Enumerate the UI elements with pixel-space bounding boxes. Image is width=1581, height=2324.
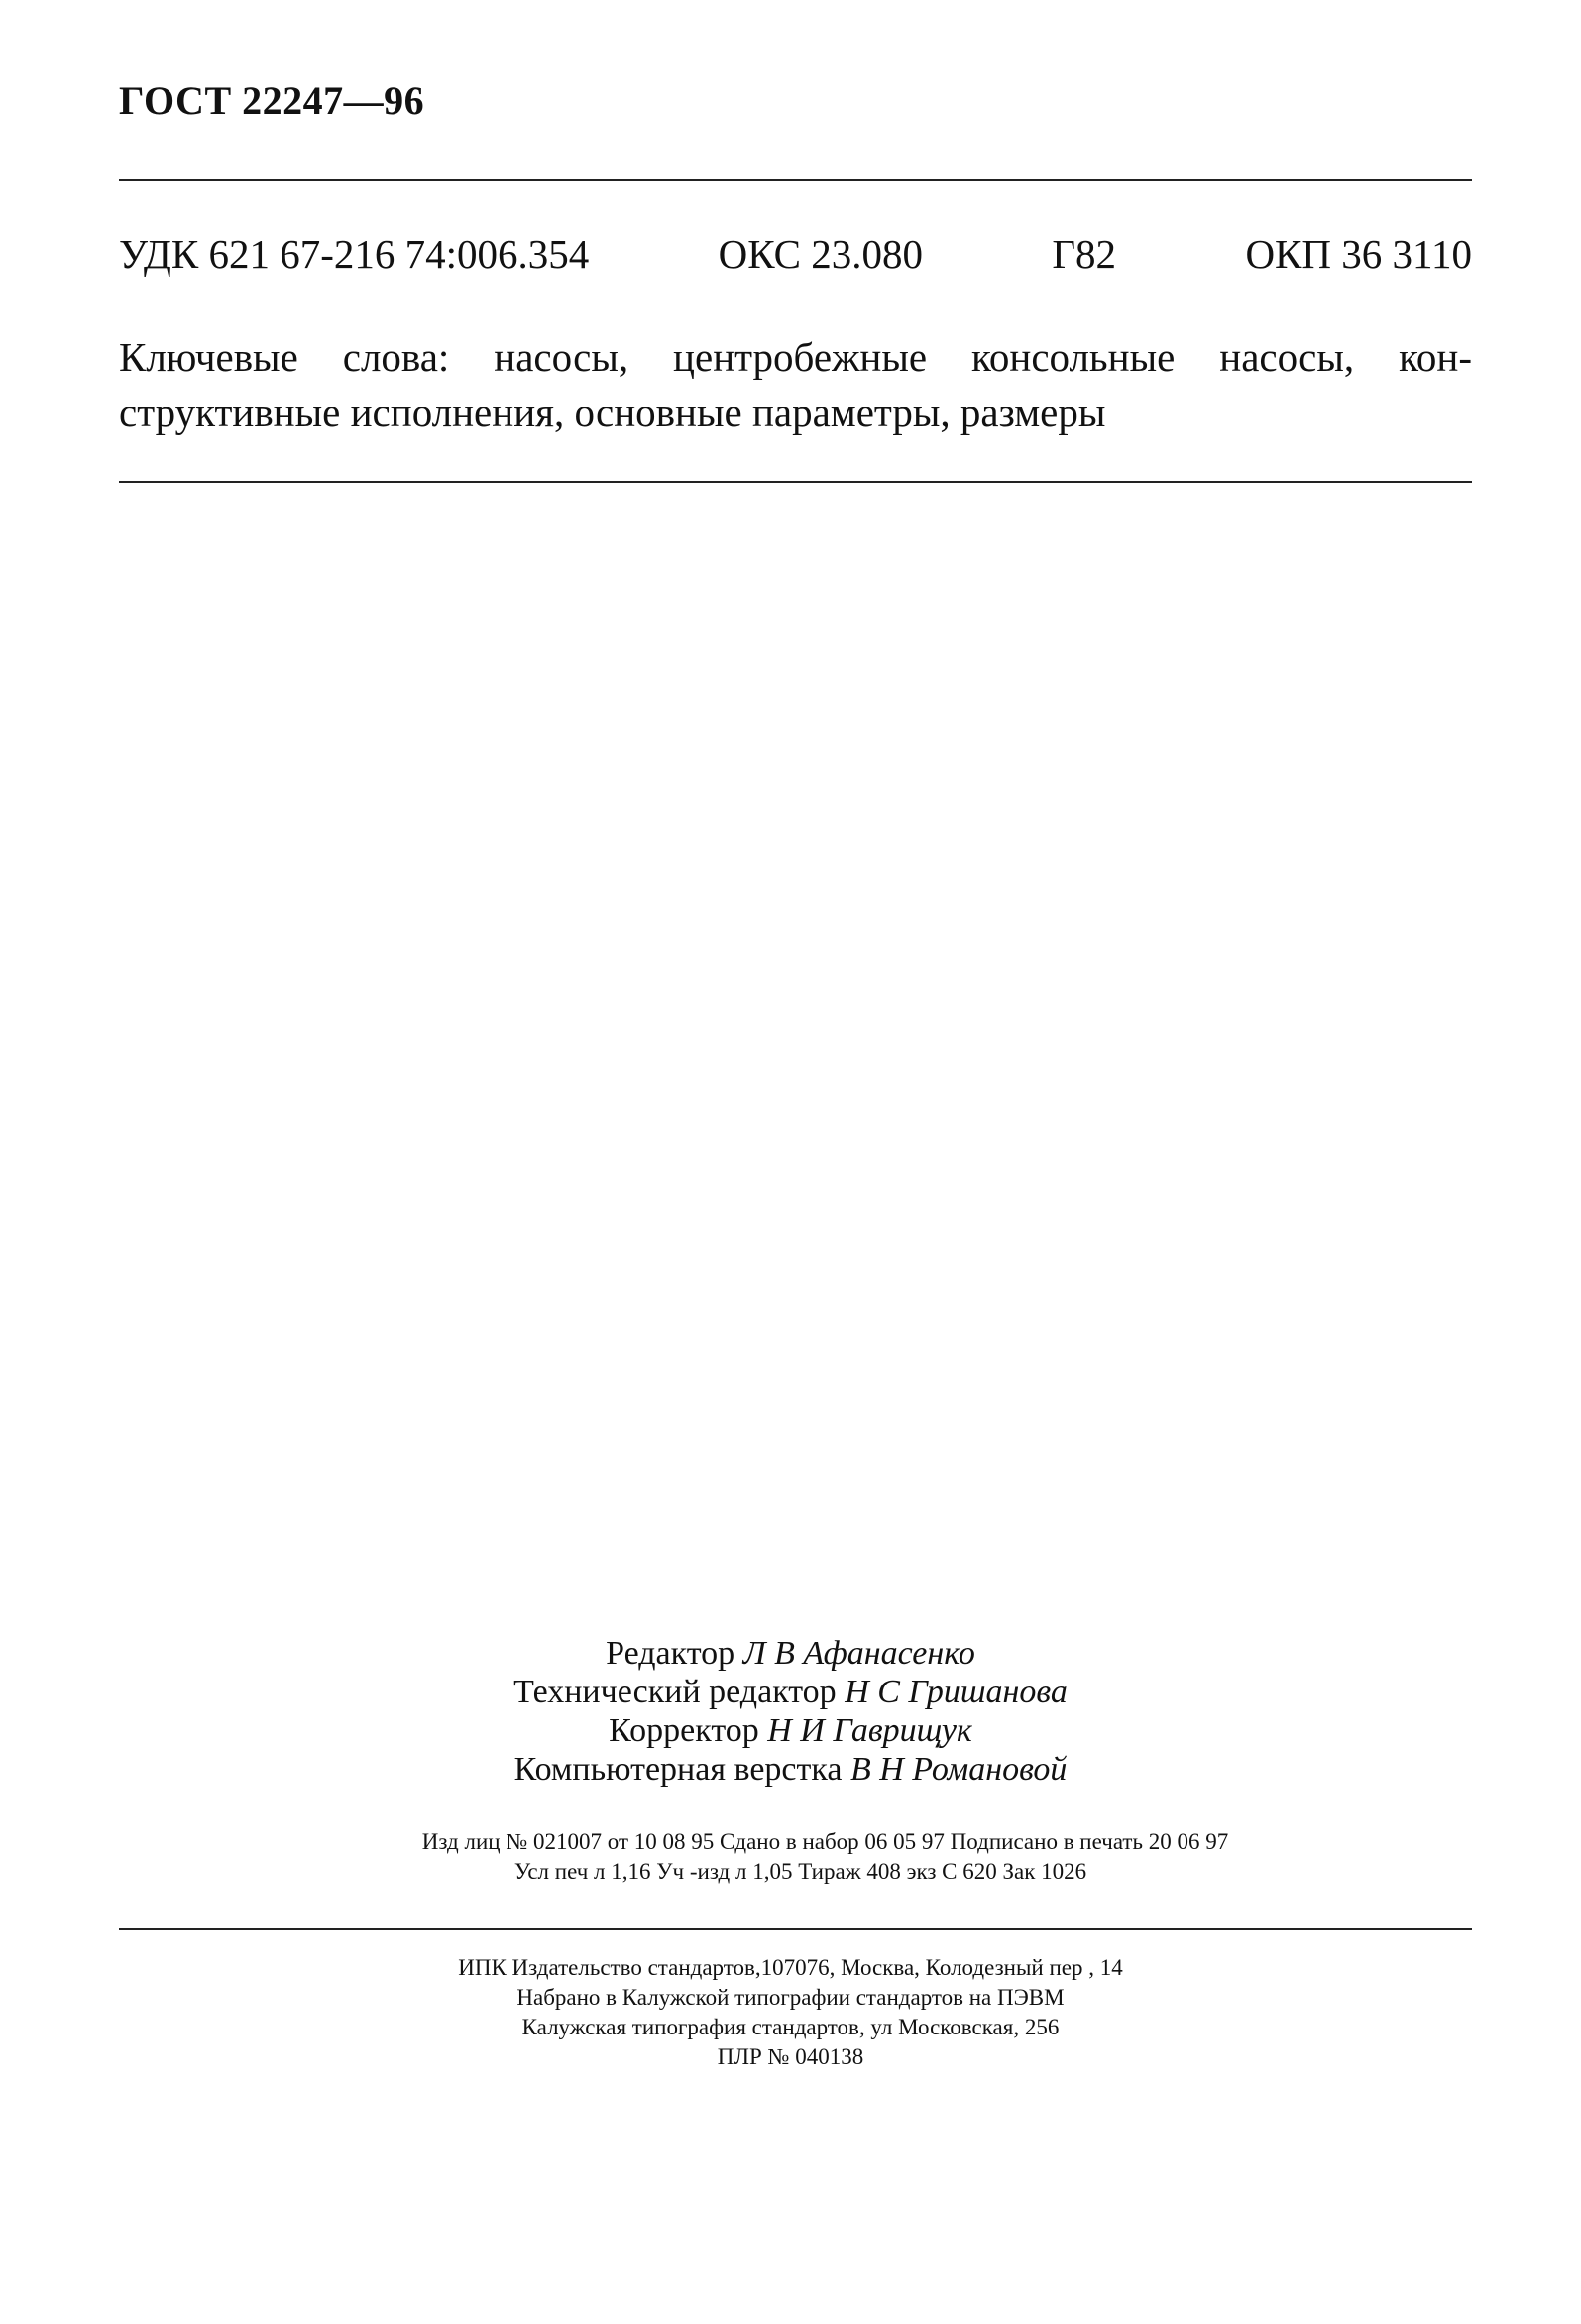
publisher-line-2: Набрано в Калужской типографии стандартов на ПЭВМ (516, 1985, 1065, 2010)
printing-line-1: Изд лиц № 021007 от 10 08 95 Сдано в набор 06 05 97 Подписано в печать 20 06 97 (421, 1829, 1229, 1854)
credit-role: Корректор (609, 1712, 759, 1749)
publisher-divider (119, 1928, 1472, 1930)
keywords-line-1: Ключевые слова: насосы, центробежные консольные насосы, кон- (119, 334, 1472, 380)
document-id: ГОСТ 22247—96 (119, 78, 425, 123)
okp-code: ОКП 36 3110 (1245, 231, 1472, 277)
credit-layout (0, 1750, 1581, 1789)
printing-details (0, 1827, 1581, 1887)
publisher-info (0, 1953, 1581, 2072)
credit-person: Л В Афанасенко (742, 1635, 975, 1672)
credit-person: В Н Романовой (849, 1751, 1068, 1788)
publisher-line-4: ПЛР № 040138 (717, 2044, 864, 2069)
keywords-block (119, 329, 1472, 440)
credit-role: Технический редактор (513, 1674, 837, 1710)
credit-technical-editor (0, 1673, 1581, 1711)
keywords-line-2: структивные исполнения, основные параметры, размеры (119, 390, 1106, 435)
udk-code: УДК 621 67-216 74:006.354 (119, 231, 590, 277)
credit-role: Компьютерная верстка (513, 1751, 843, 1788)
publisher-line-3: Калужская типография стандартов, ул Московская, 256 (521, 2015, 1060, 2039)
credit-role: Редактор (606, 1635, 735, 1672)
keywords-divider (119, 481, 1472, 483)
credit-person: Н И Гаврищук (767, 1712, 972, 1749)
classification-codes (119, 230, 1472, 278)
credit-editor (0, 1634, 1581, 1673)
group-code: Г82 (1052, 231, 1117, 277)
editorial-credits (0, 1634, 1581, 1789)
credit-proofreader (0, 1711, 1581, 1750)
top-divider (119, 179, 1472, 181)
printing-line-2: Усл печ л 1,16 Уч -изд л 1,05 Тираж 408 экз С 620 Зак 1026 (513, 1859, 1087, 1884)
oks-code: ОКС 23.080 (718, 231, 923, 277)
credit-person: Н С Гришанова (845, 1674, 1068, 1710)
publisher-line-1: ИПК Издательство стандартов,107076, Москва, Колодезный пер , 14 (458, 1955, 1123, 1980)
